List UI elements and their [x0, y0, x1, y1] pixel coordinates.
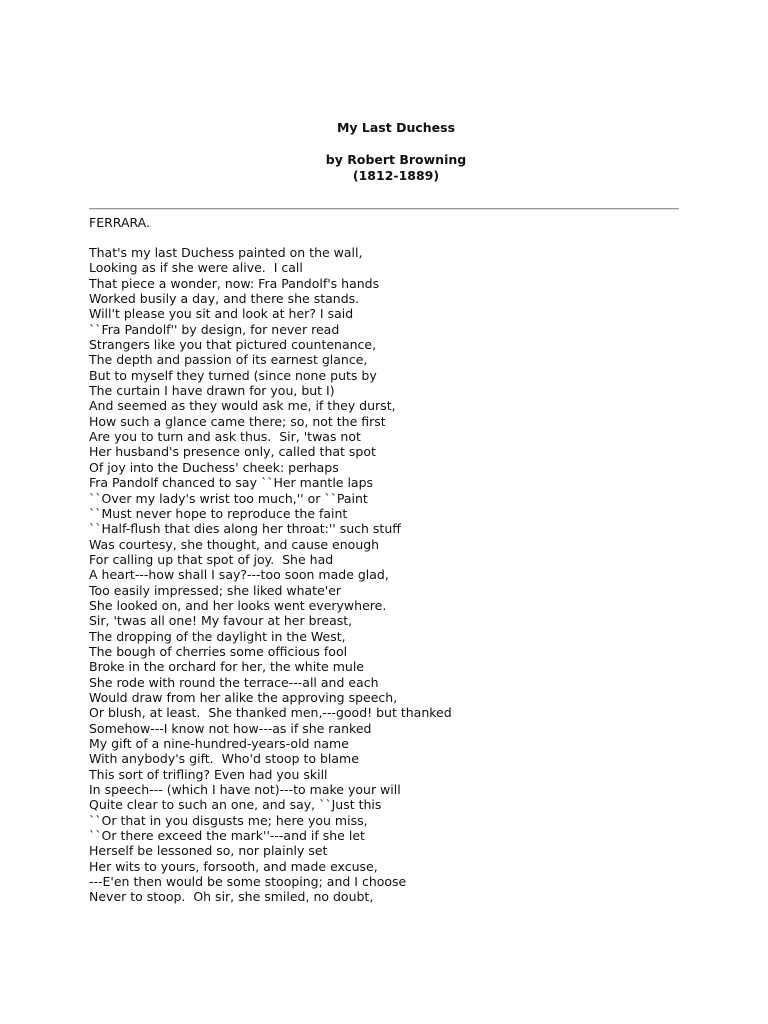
poem-line: And seemed as they would ask me, if they durst, [89, 398, 396, 414]
poem-line: Fra Pandolf chanced to say ``Her mantle laps [89, 475, 374, 491]
poem-line: That's my last Duchess painted on the wall, [89, 245, 363, 260]
poem-title: My Last Duchess [336, 120, 456, 135]
poem-line: The depth and passion of its earnest glance, [89, 352, 368, 368]
poem-line: The dropping of the daylight in the West, [89, 628, 346, 644]
poem-line: For calling up that spot of joy. She had [89, 551, 334, 567]
poem-line: ``Or there exceed the mark''---and if she let [89, 828, 365, 844]
poem-line: Will't please you sit and look at her? I said [89, 306, 354, 322]
poem-line: Never to stoop. Oh sir, she smiled, no doubt, [89, 889, 374, 905]
author-dates: (1812-1889) [352, 168, 440, 183]
poem-line: Quite clear to such an one, and say, ``Just this [89, 797, 382, 813]
poem-line: In speech--- (which I have not)---to make your will [89, 782, 401, 798]
poem-line: Of joy into the Duchess' cheek: perhaps [89, 459, 339, 475]
document-header [0, 120, 768, 184]
poem-line: Are you to turn and ask thus. Sir, 'twas not [89, 429, 361, 445]
poem-line: Her wits to yours, forsooth, and made excuse, [89, 858, 378, 874]
poem-line: My gift of a nine-hundred-years-old name [89, 736, 349, 751]
poem-line: A heart---how shall I say?---too soon made glad, [89, 567, 389, 583]
poem-line: ``Half-flush that dies along her throat:'' such stuff [89, 521, 401, 537]
poem-line: ``Over my lady's wrist too much,'' or ``Paint [89, 490, 368, 506]
poem-line: This sort of trifling? Even had you skill [89, 766, 328, 782]
poem-body [89, 245, 452, 905]
poem-line: ``Must never hope to reproduce the faint [89, 505, 348, 521]
poem-line: The curtain I have drawn for you, but I) [89, 383, 335, 399]
poem-line: Her husband's presence only, called that spot [89, 444, 376, 460]
poem-line: ---E'en then would be some stooping; and I choose [89, 874, 407, 890]
poem-line: How such a glance came there; so, not the first [89, 413, 386, 429]
poem-line: Herself be lessoned so, nor plainly set [89, 843, 328, 859]
poem-line: Too easily impressed; she liked whate'er [89, 582, 342, 598]
poem-line: But to myself they turned (since none puts by [89, 367, 377, 383]
poem-line: Sir, 'twas all one! My favour at her breast, [89, 613, 353, 629]
poem-line: Was courtesy, she thought, and cause enough [89, 536, 380, 552]
poem-line: Would draw from her alike the approving speech, [89, 689, 398, 705]
poem-line: ``Fra Pandolf'' by design, for never read [89, 321, 340, 337]
poem-line: Strangers like you that pictured countenance, [89, 337, 377, 353]
poem-line: She rode with round the terrace---all and each [89, 674, 379, 690]
poem-line: That piece a wonder, now: Fra Pandolf's hands [89, 275, 380, 291]
poem-line: Worked busily a day, and there she stands. [89, 291, 360, 307]
poem-line: Or blush, at least. She thanked men,---good! but thanked [89, 705, 452, 721]
poem-line: The bough of cherries some officious fool [89, 643, 348, 659]
poem-line: Looking as if she were alive. I call [89, 260, 303, 276]
poem-author: by Robert Browning [325, 152, 467, 167]
horizontal-divider [89, 208, 679, 210]
poem-line: Broke in the orchard for her, the white mule [89, 659, 364, 675]
poem-line: With anybody's gift. Who'd stoop to blame [89, 751, 359, 767]
poem-line: She looked on, and her looks went everywhere. [89, 597, 387, 613]
poem-setting: FERRARA. [89, 215, 150, 230]
poem-line: ``Or that in you disgusts me; here you miss, [89, 812, 368, 828]
poem-line: Somehow---I know not how---as if she ranked [89, 720, 372, 736]
